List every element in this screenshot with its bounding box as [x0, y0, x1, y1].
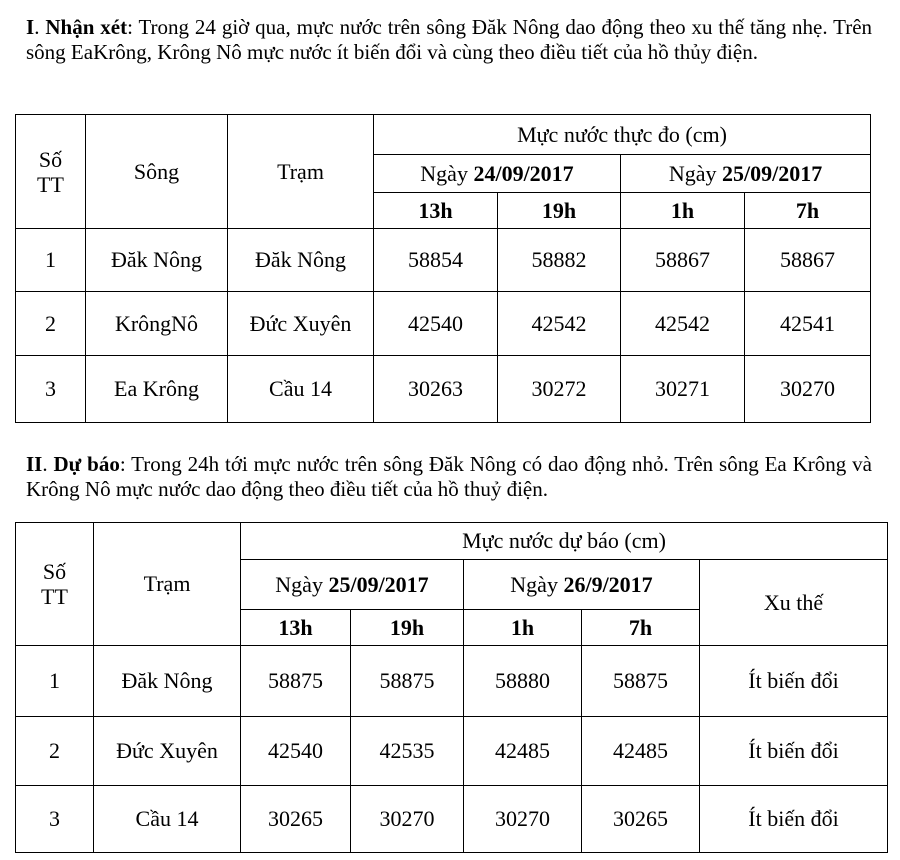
cell-value: 58875: [582, 646, 700, 717]
header-day2: [621, 155, 871, 193]
cell-value: 30265: [241, 786, 351, 853]
cell-stt: 1: [16, 646, 94, 717]
cell-value: 30270: [745, 356, 871, 423]
cell-value: 42540: [374, 292, 498, 356]
section-observation-label: I: [26, 15, 35, 39]
cell-value: 58880: [464, 646, 582, 717]
cell-value: 30270: [464, 786, 582, 853]
cell-trend: Ít biến đổi: [700, 786, 888, 853]
cell-value: 58875: [241, 646, 351, 717]
cell-value: 42485: [582, 717, 700, 786]
cell-station: Cầu 14: [228, 356, 374, 423]
cell-value: 30271: [621, 356, 745, 423]
cell-river: Đăk Nông: [86, 229, 228, 292]
cell-station: Cầu 14: [94, 786, 241, 853]
section-observation-heading: Nhận xét: [45, 15, 128, 39]
header-day1-prefix: Ngày: [275, 571, 329, 597]
header-time-2: 19h: [498, 193, 621, 229]
cell-river: Ea Krông: [86, 356, 228, 423]
table-row: [16, 646, 888, 717]
cell-value: 30272: [498, 356, 621, 423]
cell-river: KrôngNô: [86, 292, 228, 356]
cell-value: 30265: [582, 786, 700, 853]
cell-stt: 2: [16, 292, 86, 356]
section-observation-label-sep: .: [34, 15, 46, 39]
cell-station: Đăk Nông: [94, 646, 241, 717]
cell-value: 42541: [745, 292, 871, 356]
header-day1-date: 25/09/2017: [328, 571, 429, 597]
table-row: [16, 717, 888, 786]
header-day2-date: 25/09/2017: [721, 160, 823, 186]
cell-value: 42535: [351, 717, 464, 786]
header-stt: Số TT: [16, 115, 86, 229]
header-station: Trạm: [94, 523, 241, 646]
section-observation-text: : Trong 24 giờ qua, mực nước trên sông Đăk Nông dao động theo xu thế tăng nhẹ. Trên sông EaKrông, Krông Nô mực nước ít biến đổi và cùng theo điều tiết của hồ thủy điện.: [26, 15, 873, 64]
observed-water-level-table: [15, 114, 871, 423]
cell-value: 42542: [498, 292, 621, 356]
header-time-4: 7h: [745, 193, 871, 229]
cell-stt: 3: [16, 786, 94, 853]
header-day1-prefix: Ngày: [420, 160, 474, 186]
header-stt: Số TT: [16, 523, 94, 646]
cell-stt: 2: [16, 717, 94, 786]
table-row: [16, 292, 871, 356]
section-forecast-heading: Dự báo: [53, 452, 120, 476]
section-forecast-label: II: [26, 452, 43, 476]
forecast-water-level-table: [15, 522, 888, 853]
cell-station: Đức Xuyên: [228, 292, 374, 356]
cell-value: 30263: [374, 356, 498, 423]
cell-station: Đức Xuyên: [94, 717, 241, 786]
header-station: Trạm: [228, 115, 374, 229]
section-forecast-label-sep: .: [42, 452, 54, 476]
header-time-2: 19h: [351, 610, 464, 646]
header-time-4: 7h: [582, 610, 700, 646]
table-row: [16, 229, 871, 292]
header-day2: [464, 560, 700, 610]
cell-stt: 1: [16, 229, 86, 292]
header-day2-date: 26/9/2017: [563, 571, 653, 597]
cell-station: Đăk Nông: [228, 229, 374, 292]
header-observed-group: Mực nước thực đo (cm): [374, 115, 871, 155]
header-time-3: 1h: [621, 193, 745, 229]
cell-value: 58875: [351, 646, 464, 717]
header-day2-prefix: Ngày: [510, 571, 564, 597]
cell-value: 58867: [621, 229, 745, 292]
cell-value: 30270: [351, 786, 464, 853]
cell-value: 42485: [464, 717, 582, 786]
header-time-1: 13h: [374, 193, 498, 229]
cell-value: 42540: [241, 717, 351, 786]
cell-stt: 3: [16, 356, 86, 423]
header-river: Sông: [86, 115, 228, 229]
header-day1: [241, 560, 464, 610]
cell-value: 42542: [621, 292, 745, 356]
cell-trend: Ít biến đổi: [700, 646, 888, 717]
header-day1: [374, 155, 621, 193]
cell-trend: Ít biến đổi: [700, 717, 888, 786]
table-row: [16, 356, 871, 423]
cell-value: 58882: [498, 229, 621, 292]
section-forecast-paragraph: [26, 452, 872, 502]
header-day2-prefix: Ngày: [668, 160, 722, 186]
header-trend: Xu thế: [700, 560, 888, 646]
table-row: [16, 786, 888, 853]
section-observation-paragraph: [26, 15, 872, 65]
section-forecast-text: : Trong 24h tới mực nước trên sông Đăk Nông có dao động nhỏ. Trên sông Ea Krông và Krông Nô mực nước dao động theo điều tiết của hồ thuỷ điện.: [26, 452, 872, 501]
header-forecast-group: Mực nước dự báo (cm): [241, 523, 888, 560]
header-day1-date: 24/09/2017: [473, 160, 574, 186]
cell-value: 58854: [374, 229, 498, 292]
header-time-1: 13h: [241, 610, 351, 646]
header-time-3: 1h: [464, 610, 582, 646]
cell-value: 58867: [745, 229, 871, 292]
